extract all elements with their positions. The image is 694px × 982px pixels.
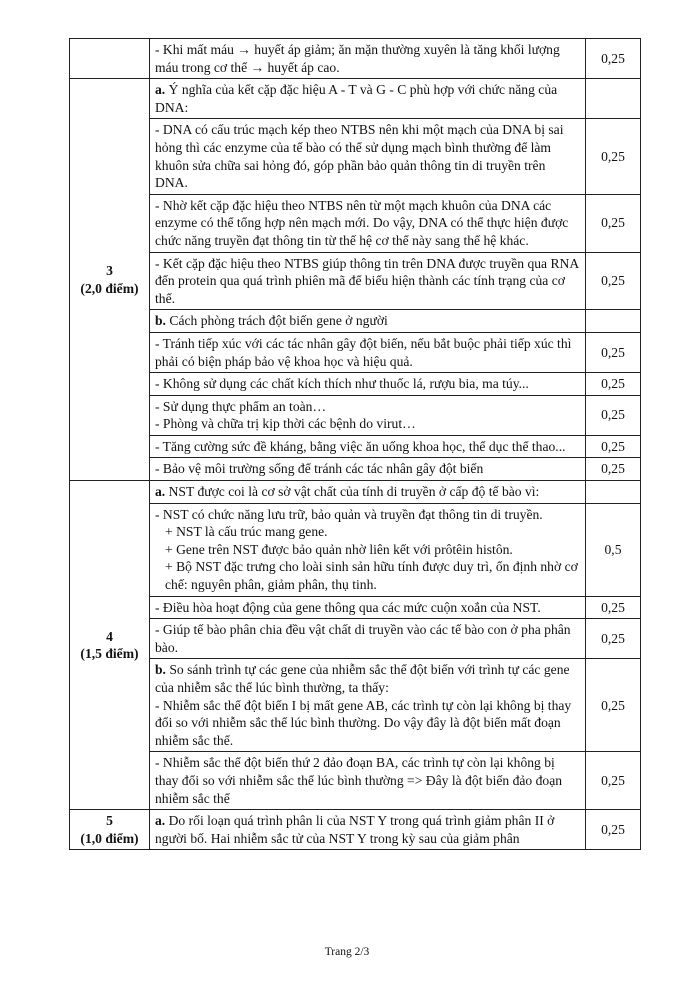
answer-content-cell [150, 503, 586, 596]
answer-line: - Bảo vệ môi trường sống để tránh các tác nhân gây đột biến [155, 461, 484, 477]
table-row [70, 619, 641, 659]
answer-line: - NST có chức năng lưu trữ, bảo quản và truyền đạt thông tin di truyền. [155, 506, 543, 522]
question-cell [70, 79, 150, 481]
question-cell [70, 39, 150, 79]
answer-line: b. So sánh trình tự các gene của nhiễm sắc thể đột biến với trình tự các gene của nhiễm sắc thể lúc bình thường, ta thấy: [155, 662, 570, 695]
table-row [70, 332, 641, 372]
score-cell: 0,25 [586, 332, 641, 372]
score-cell: 0,25 [586, 659, 641, 752]
table-row [70, 481, 641, 504]
answer-line: - Nhờ kết cặp đặc hiệu theo NTBS nên từ một mạch khuôn của DNA các enzyme có thể tổng hợp nên mạch mới. Do vậy, DNA có thể thực hiện được chức năng truyền đạt thông tin từ thế hệ cơ thể này sang thế hệ khác. [155, 197, 569, 248]
table-row [70, 458, 641, 481]
score-cell: 0,25 [586, 596, 641, 619]
table-row [70, 252, 641, 310]
score-cell: 0,25 [586, 619, 641, 659]
answer-line: - Nhiễm sắc thể đột biến thứ 2 đảo đoạn BA, các trình tự còn lại không bị thay đổi so với nhiễm sắc thể lúc bình thường => Đây là đột biến đảo đoạn nhiễm sắc thể [155, 755, 563, 806]
answer-content-cell [150, 435, 586, 458]
question-cell [70, 810, 150, 850]
score-cell [586, 310, 641, 333]
answer-content-cell [150, 373, 586, 396]
part-label: a. [155, 813, 166, 829]
answer-content-cell [150, 332, 586, 372]
answer-content-cell [150, 481, 586, 504]
table-row [70, 194, 641, 252]
question-number: 4 [106, 628, 113, 644]
part-label: a. [155, 484, 166, 500]
page-footer: Trang 2/3 [324, 946, 370, 958]
table-row [70, 596, 641, 619]
score-cell [586, 481, 641, 504]
answer-line: - Phòng và chữa trị kịp thời các bệnh do virut… [155, 416, 416, 432]
answer-key-table [69, 38, 641, 850]
answer-content-cell [150, 458, 586, 481]
score-cell [586, 79, 641, 119]
part-label: b. [155, 662, 166, 678]
score-cell: 0,25 [586, 810, 641, 850]
answer-line: - Không sử dụng các chất kích thích như thuốc lá, rượu bia, ma túy... [155, 376, 529, 392]
question-points: (1,5 điểm) [80, 646, 139, 662]
answer-line: a. NST được coi là cơ sở vật chất của tính di truyền ở cấp độ tế bào vì: [155, 484, 540, 500]
answer-content-cell [150, 395, 586, 435]
question-number: 5 [106, 813, 113, 829]
table-row [70, 752, 641, 810]
table-row [70, 373, 641, 396]
answer-content-cell [150, 659, 586, 752]
table-row [70, 79, 641, 119]
answer-line: - Tránh tiếp xúc với các tác nhân gây đột biến, nếu bắt buộc phải tiếp xúc thì phải có biện pháp bảo vệ khoa học và hiệu quả. [155, 335, 572, 369]
table-row [70, 119, 641, 194]
answer-line: a. Do rối loạn quá trình phân li của NST Y trong quá trình giảm phân II ở người bố. Hai nhiễm sắc tử của NST Y trong kỳ sau của giảm phân [155, 813, 555, 846]
answer-line: - Kết cặp đặc hiệu theo NTBS giúp thông tin trên DNA được truyền qua RNA đến protein qua quá trình phiên mã để biểu hiện thành các tính trạng của cơ thể. [155, 255, 579, 306]
answer-line: + NST là cấu trúc mang gene. [165, 524, 328, 540]
table-row [70, 395, 641, 435]
table-row [70, 810, 641, 850]
answer-content-cell [150, 596, 586, 619]
answer-line: b. Cách phòng trách đột biến gene ở người [155, 313, 388, 329]
table-row [70, 39, 641, 79]
part-label: a. [155, 82, 166, 98]
answer-line: + Gene trên NST được bảo quản nhờ liên kết với prôtêin histôn. [165, 541, 513, 557]
question-cell [70, 481, 150, 810]
answer-line: a. Ý nghĩa của kết cặp đặc hiệu A - T và G - C phù hợp với chức năng của DNA: [155, 82, 558, 115]
answer-content-cell [150, 39, 586, 79]
question-number: 3 [106, 263, 113, 279]
score-cell: 0,25 [586, 252, 641, 310]
answer-line: - DNA có cấu trúc mạch kép theo NTBS nên khi một mạch của DNA bị sai hỏng thì các enzyme của tế bào có thể sử dụng mạch bình thường để làm khuôn sửa chữa sai hỏng đó, góp phần bảo quản thông tin di truyền trên DNA. [155, 122, 564, 191]
answer-content-cell [150, 194, 586, 252]
question-points: (2,0 điểm) [80, 280, 139, 296]
answer-content-cell [150, 752, 586, 810]
score-cell: 0,25 [586, 119, 641, 194]
answer-line: - Sử dụng thực phẩm an toàn… [155, 398, 327, 414]
score-cell: 0,25 [586, 435, 641, 458]
score-cell: 0,25 [586, 395, 641, 435]
score-cell: 0,25 [586, 458, 641, 481]
answer-line: - Khi mất máu → huyết áp giảm; ăn mặn thường xuyên là tăng khối lượng máu trong cơ thể → huyết áp cao. [155, 42, 560, 75]
answer-content-cell [150, 810, 586, 850]
score-cell: 0,25 [586, 373, 641, 396]
score-cell: 0,25 [586, 39, 641, 79]
answer-line: - Giúp tế bào phân chia đều vật chất di truyền vào các tế bào con ở pha phân bào. [155, 622, 571, 655]
answer-content-cell [150, 119, 586, 194]
answer-content-cell [150, 79, 586, 119]
answer-line: - Nhiễm sắc thể đột biến I bị mất gene AB, các trình tự còn lại không bị thay đổi so với nhiễm sắc thể lúc bình thường. Do vậy đây là đột biến mất đoạn nhiễm sắc thể. [155, 697, 572, 748]
table-row [70, 503, 641, 596]
table-row [70, 435, 641, 458]
answer-line: - Điều hòa hoạt động của gene thông qua các mức cuộn xoắn của NST. [155, 599, 541, 615]
answer-content-cell [150, 252, 586, 310]
table-row [70, 659, 641, 752]
answer-line: + Bộ NST đặc trưng cho loài sinh sản hữu tính được duy trì, ổn định nhờ cơ chế: nguyên phân, giảm phân, thụ tinh. [165, 559, 578, 593]
score-cell: 0,25 [586, 752, 641, 810]
answer-line: - Tăng cường sức đề kháng, bằng việc ăn uống khoa học, thể dục thể thao... [155, 438, 566, 454]
table-row [70, 310, 641, 333]
score-cell: 0,25 [586, 194, 641, 252]
score-cell: 0,5 [586, 503, 641, 596]
answer-content-cell [150, 310, 586, 333]
answer-content-cell [150, 619, 586, 659]
question-points: (1,0 điểm) [80, 830, 139, 846]
part-label: b. [155, 313, 166, 329]
